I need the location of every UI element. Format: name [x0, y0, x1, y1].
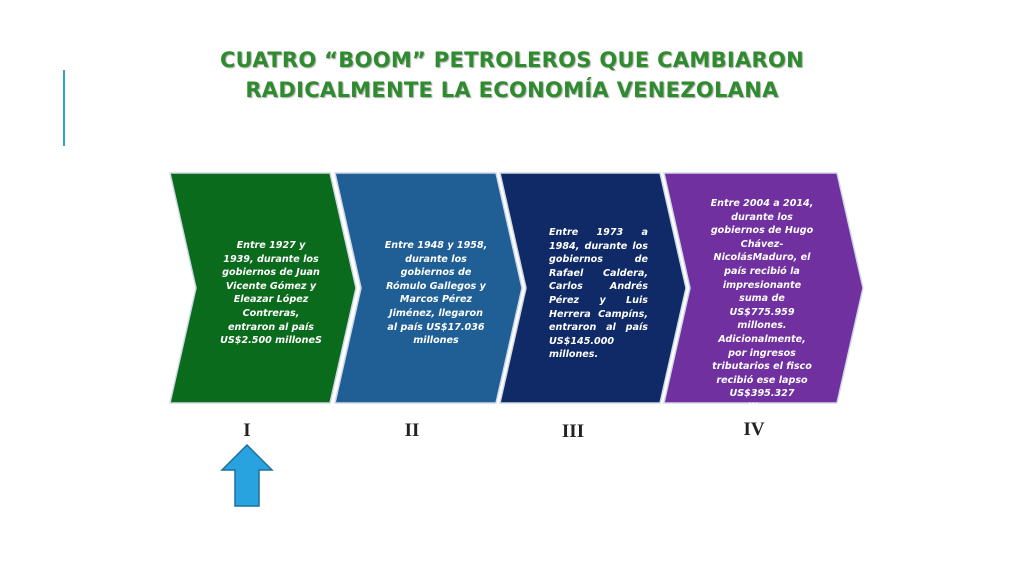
stage-3-numeral: III	[561, 421, 585, 442]
stage-1-text: Entre 1927 y 1939, durante los gobiernos de Juan Vicente Gómez y Eleazar López Contreras, entraron al país US$2.500 milloneS	[220, 240, 322, 347]
up-arrow-icon	[220, 444, 274, 508]
title-line-2: RADICALMENTE LA ECONOMÍA VENEZOLANA	[245, 78, 779, 102]
stage-2-text: Entre 1948 y 1958, durante los gobiernos de Rómulo Gallegos y Marcos Pérez Jiménez, llegaron al país US$17.036 millones	[384, 240, 488, 347]
stage-4-numeral: IV	[743, 419, 765, 440]
stage-3-text: Entre 1973 a 1984, durante los gobiernos de Rafael Caldera, Carlos Andrés Pérez y Luis Herrera Campíns, entraron al país US$145.000 millones.	[549, 227, 648, 361]
stage-2-numeral: II	[404, 420, 420, 441]
title-line-1: CUATRO “BOOM” PETROLEROS QUE CAMBIARON	[219, 48, 805, 72]
stage-4-text: Entre 2004 a 2014, durante los gobiernos de Hugo Chávez-NicolásMaduro, el país recibió la impresionante suma de US$775.959 millones. Adicionalmente, por ingresos tributarios el fisco recibió ese lapso US$395.327 millones.	[710, 198, 814, 413]
stage-1-numeral: I	[243, 420, 251, 441]
